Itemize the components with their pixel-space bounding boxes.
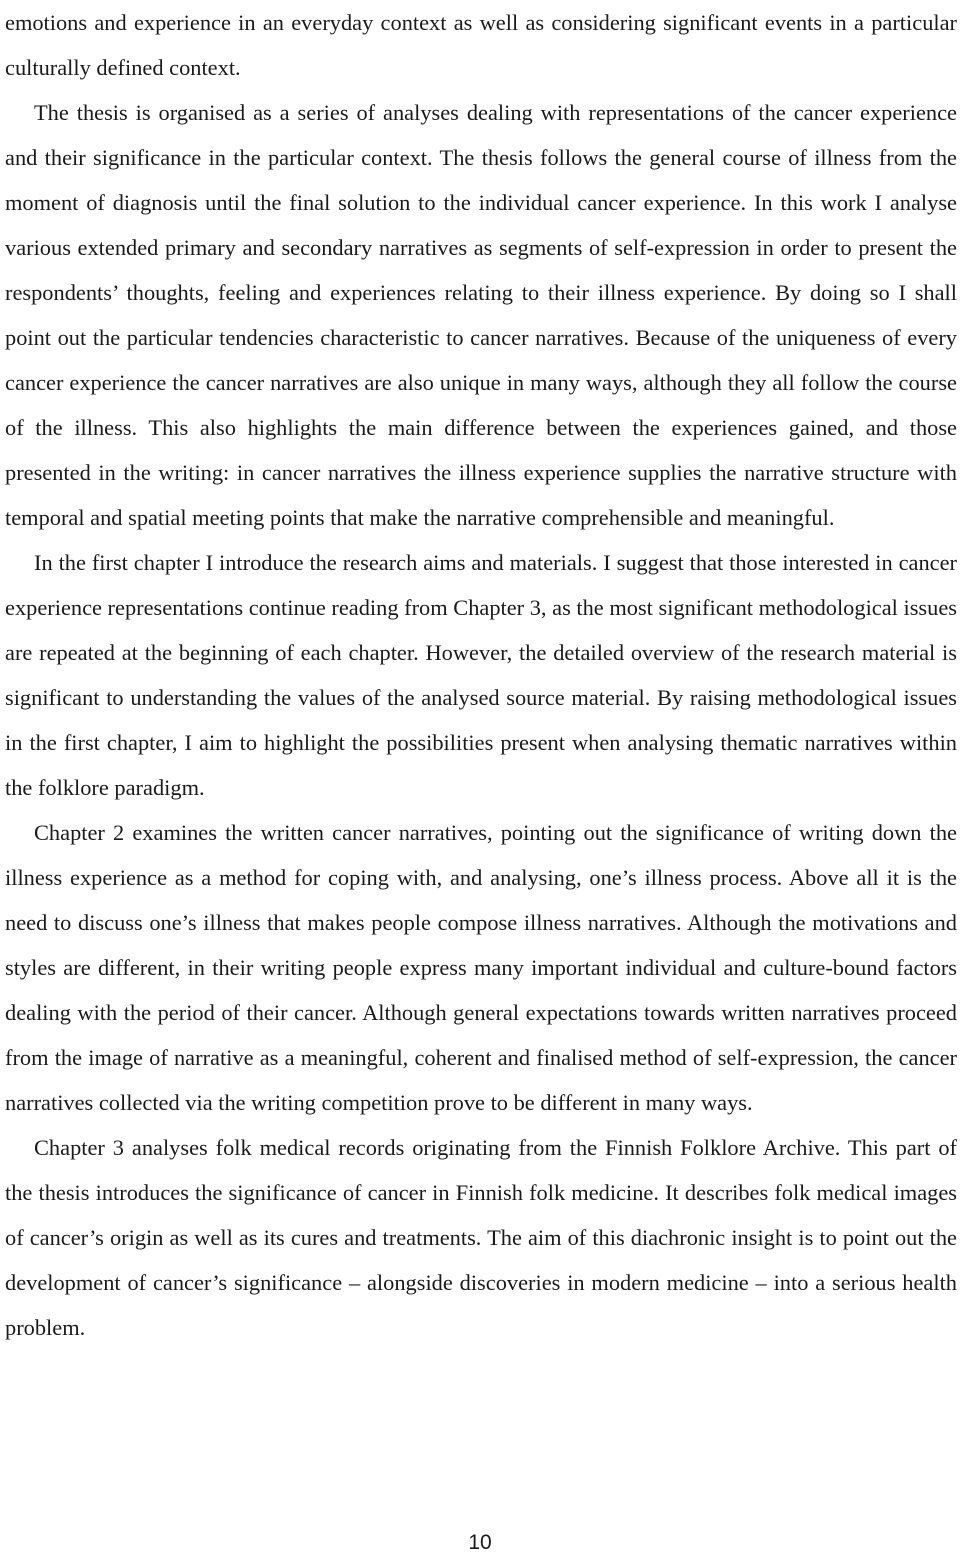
paragraph-continued: emotions and experience in an everyday context as well as considering significant events in a particular culturally defined context. <box>5 10 957 80</box>
paragraph-chapter-3: Chapter 3 analyses folk medical records originating from the Finnish Folklore Archive. This part of the thesis introduces the significance of cancer in Finnish folk medicine. It describes folk medical images of cancer’s origin as well as its cures and treatments. The aim of this diachronic insight is to point out the development of cancer’s significance – alongside discoveries in modern medicine – into a serious health problem. <box>5 1135 957 1340</box>
page-number: 10 <box>468 1531 492 1554</box>
document-page <box>5 0 957 1350</box>
paragraph-thesis-organisation: The thesis is organised as a series of analyses dealing with representations of the cancer experience and their significance in the particular context. The thesis follows the general course of illness from the moment of diagnosis until the final solution to the individual cancer experience. In this work I analyse various extended primary and secondary narratives as segments of self-expression in order to present the respondents’ thoughts, feeling and experiences relating to their illness experience. By doing so I shall point out the particular tendencies characteristic to cancer narratives. Because of the uniqueness of every cancer experience the cancer narratives are also unique in many ways, although they all follow the course of the illness. This also highlights the main difference between the experiences gained, and those presented in the writing: in cancer narratives the illness experience supplies the narrative structure with temporal and spatial meeting points that make the narrative comprehensible and meaningful. <box>5 100 957 530</box>
paragraph-first-chapter: In the first chapter I introduce the research aims and materials. I suggest that those interested in cancer experience representations continue reading from Chapter 3, as the most significant methodological issues are repeated at the beginning of each chapter. However, the detailed overview of the research material is significant to understanding the values of the analysed source material. By raising methodological issues in the first chapter, I aim to highlight the possibilities present when analysing thematic narratives within the folklore paradigm. <box>5 550 957 800</box>
paragraph-chapter-2: Chapter 2 examines the written cancer narratives, pointing out the significance of writing down the illness experience as a method for coping with, and analysing, one’s illness process. Above all it is the need to discuss one’s illness that makes people compose illness narratives. Although the motivations and styles are different, in their writing people express many important individual and culture-bound factors dealing with the period of their cancer. Although general expectations towards written narratives proceed from the image of narrative as a meaningful, coherent and finalised method of self-expression, the cancer narratives collected via the writing competition prove to be different in many ways. <box>5 820 957 1115</box>
